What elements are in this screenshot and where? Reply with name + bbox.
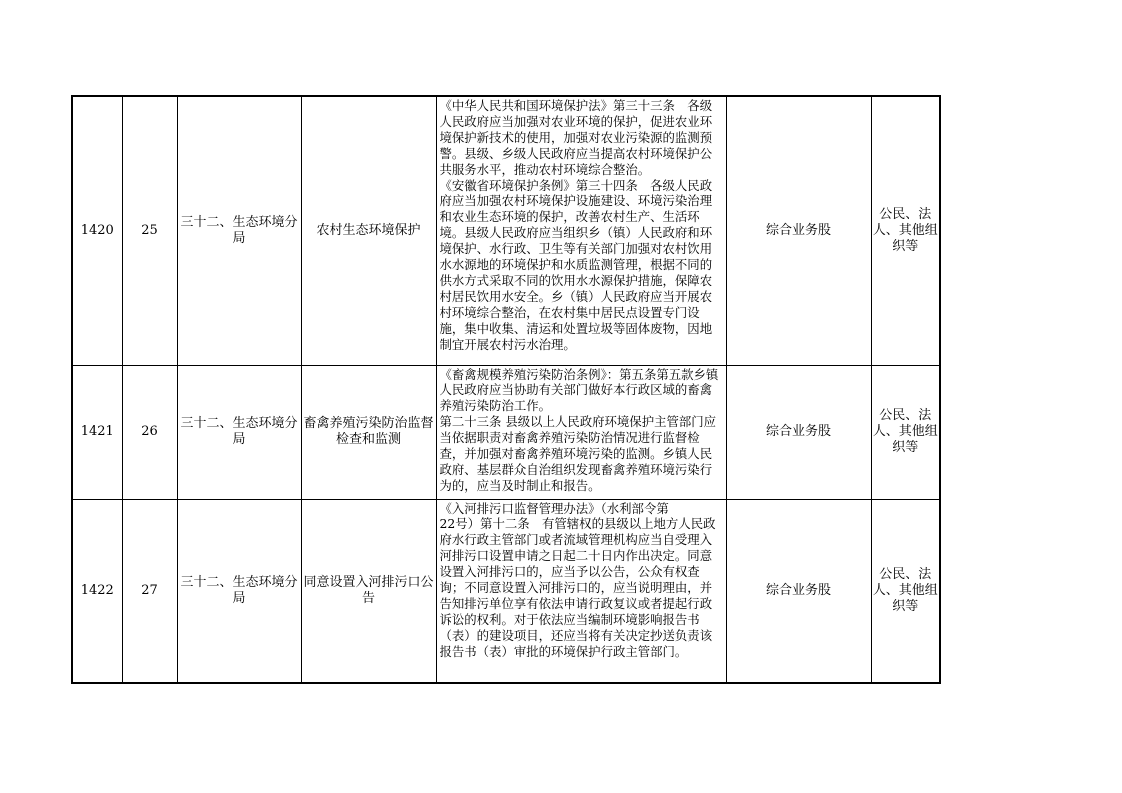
table-row — [72, 365, 940, 499]
subject-cell: 公民、法人、其他组织等 — [871, 499, 940, 683]
legal-basis-paragraph: 第二十三条 县级以上人民政府环境保护主管部门应当依据职责对畜禽养殖污染防治情况进行监督检查，并加强对畜禽养殖环境污染的监测。乡镇人民政府、基层群众自治组织发现畜禽养殖环境污染行为的，应当及时制止和报告。 — [439, 414, 717, 493]
serial-number-cell: 1422 — [72, 499, 122, 683]
sub-serial-number-cell: 27 — [122, 499, 177, 683]
department-cell: 三十二、生态环境分局 — [177, 499, 301, 683]
sub-serial-number-cell: 26 — [122, 365, 177, 499]
subject-cell: 公民、法人、其他组织等 — [871, 365, 940, 499]
legal-basis-cell — [436, 96, 726, 365]
duty-list-table — [71, 95, 941, 684]
department-cell: 三十二、生态环境分局 — [177, 96, 301, 365]
legal-basis-cell — [436, 365, 726, 499]
table-row — [72, 96, 940, 365]
responsible-unit-cell: 综合业务股 — [726, 96, 871, 365]
item-name-cell: 畜禽养殖污染防治监督检查和监测 — [301, 365, 436, 499]
legal-basis-paragraph: 《入河排污口监督管理办法》（水利部令第 — [439, 500, 669, 516]
subject-cell: 公民、法人、其他组织等 — [871, 96, 940, 365]
legal-basis-paragraph: 《畜禽规模养殖污染防治条例》：第五条第五款乡镇人民政府应当协助有关部门做好本行政区域的畜禽养殖污染防治工作。 — [439, 366, 719, 414]
responsible-unit-cell: 综合业务股 — [726, 365, 871, 499]
responsible-unit-cell: 综合业务股 — [726, 499, 871, 683]
serial-number-cell: 1421 — [72, 365, 122, 499]
legal-basis-paragraph: 《中华人民共和国环境保护法》第三十三条 各级人民政府应当加强对农业环境的保护，促进农业环境保护新技术的使用，加强对农业污染源的监测预警。县级、乡级人民政府应当提高农村环境保护公共服务水平，推动农村环境综合整治。 — [439, 98, 713, 177]
legal-basis-cell — [436, 499, 726, 683]
department-cell: 三十二、生态环境分局 — [177, 365, 301, 499]
legal-basis-paragraph: 22号）第十二条 有管辖权的县级以上地方人民政府水行政主管部门或者流域管理机构应当自受理入河排污口设置申请之日起二十日内作出决定。同意设置入河排污口的，应当予以公告，公众有权查询；不同意设置入河排污口的，应当说明理由，并告知排污单位享有依法申请行政复议或者提起行政诉讼的权利。对于依法应当编制环境影响报告书（表）的建设项目，还应当将有关决定抄送负责该报告书（表）审批的环境保护行政主管部门。 — [439, 516, 716, 659]
item-name-cell: 同意设置入河排污口公告 — [301, 499, 436, 683]
sub-serial-number-cell: 25 — [122, 96, 177, 365]
item-name-cell: 农村生态环境保护 — [301, 96, 436, 365]
serial-number-cell: 1420 — [72, 96, 122, 365]
table-row — [72, 499, 940, 683]
legal-basis-paragraph: 《安徽省环境保护条例》第三十四条 各级人民政府应当加强农村环境保护设施建设、环境污染治理和农业生态环境的保护，改善农村生产、生活环境。县级人民政府应当组织乡（镇）人民政府和环境保护、水行政、卫生等有关部门加强对农村饮用水水源地的环境保护和水质监测管理，根据不同的供水方式采取不同的饮用水水源保护措施，保障农村居民饮用水安全。乡（镇）人民政府应当开展农村环境综合整治，在农村集中居民点设置专门设施，集中收集、清运和处置垃圾等固体废物，因地制宜开展农村污水治理。 — [439, 177, 713, 352]
